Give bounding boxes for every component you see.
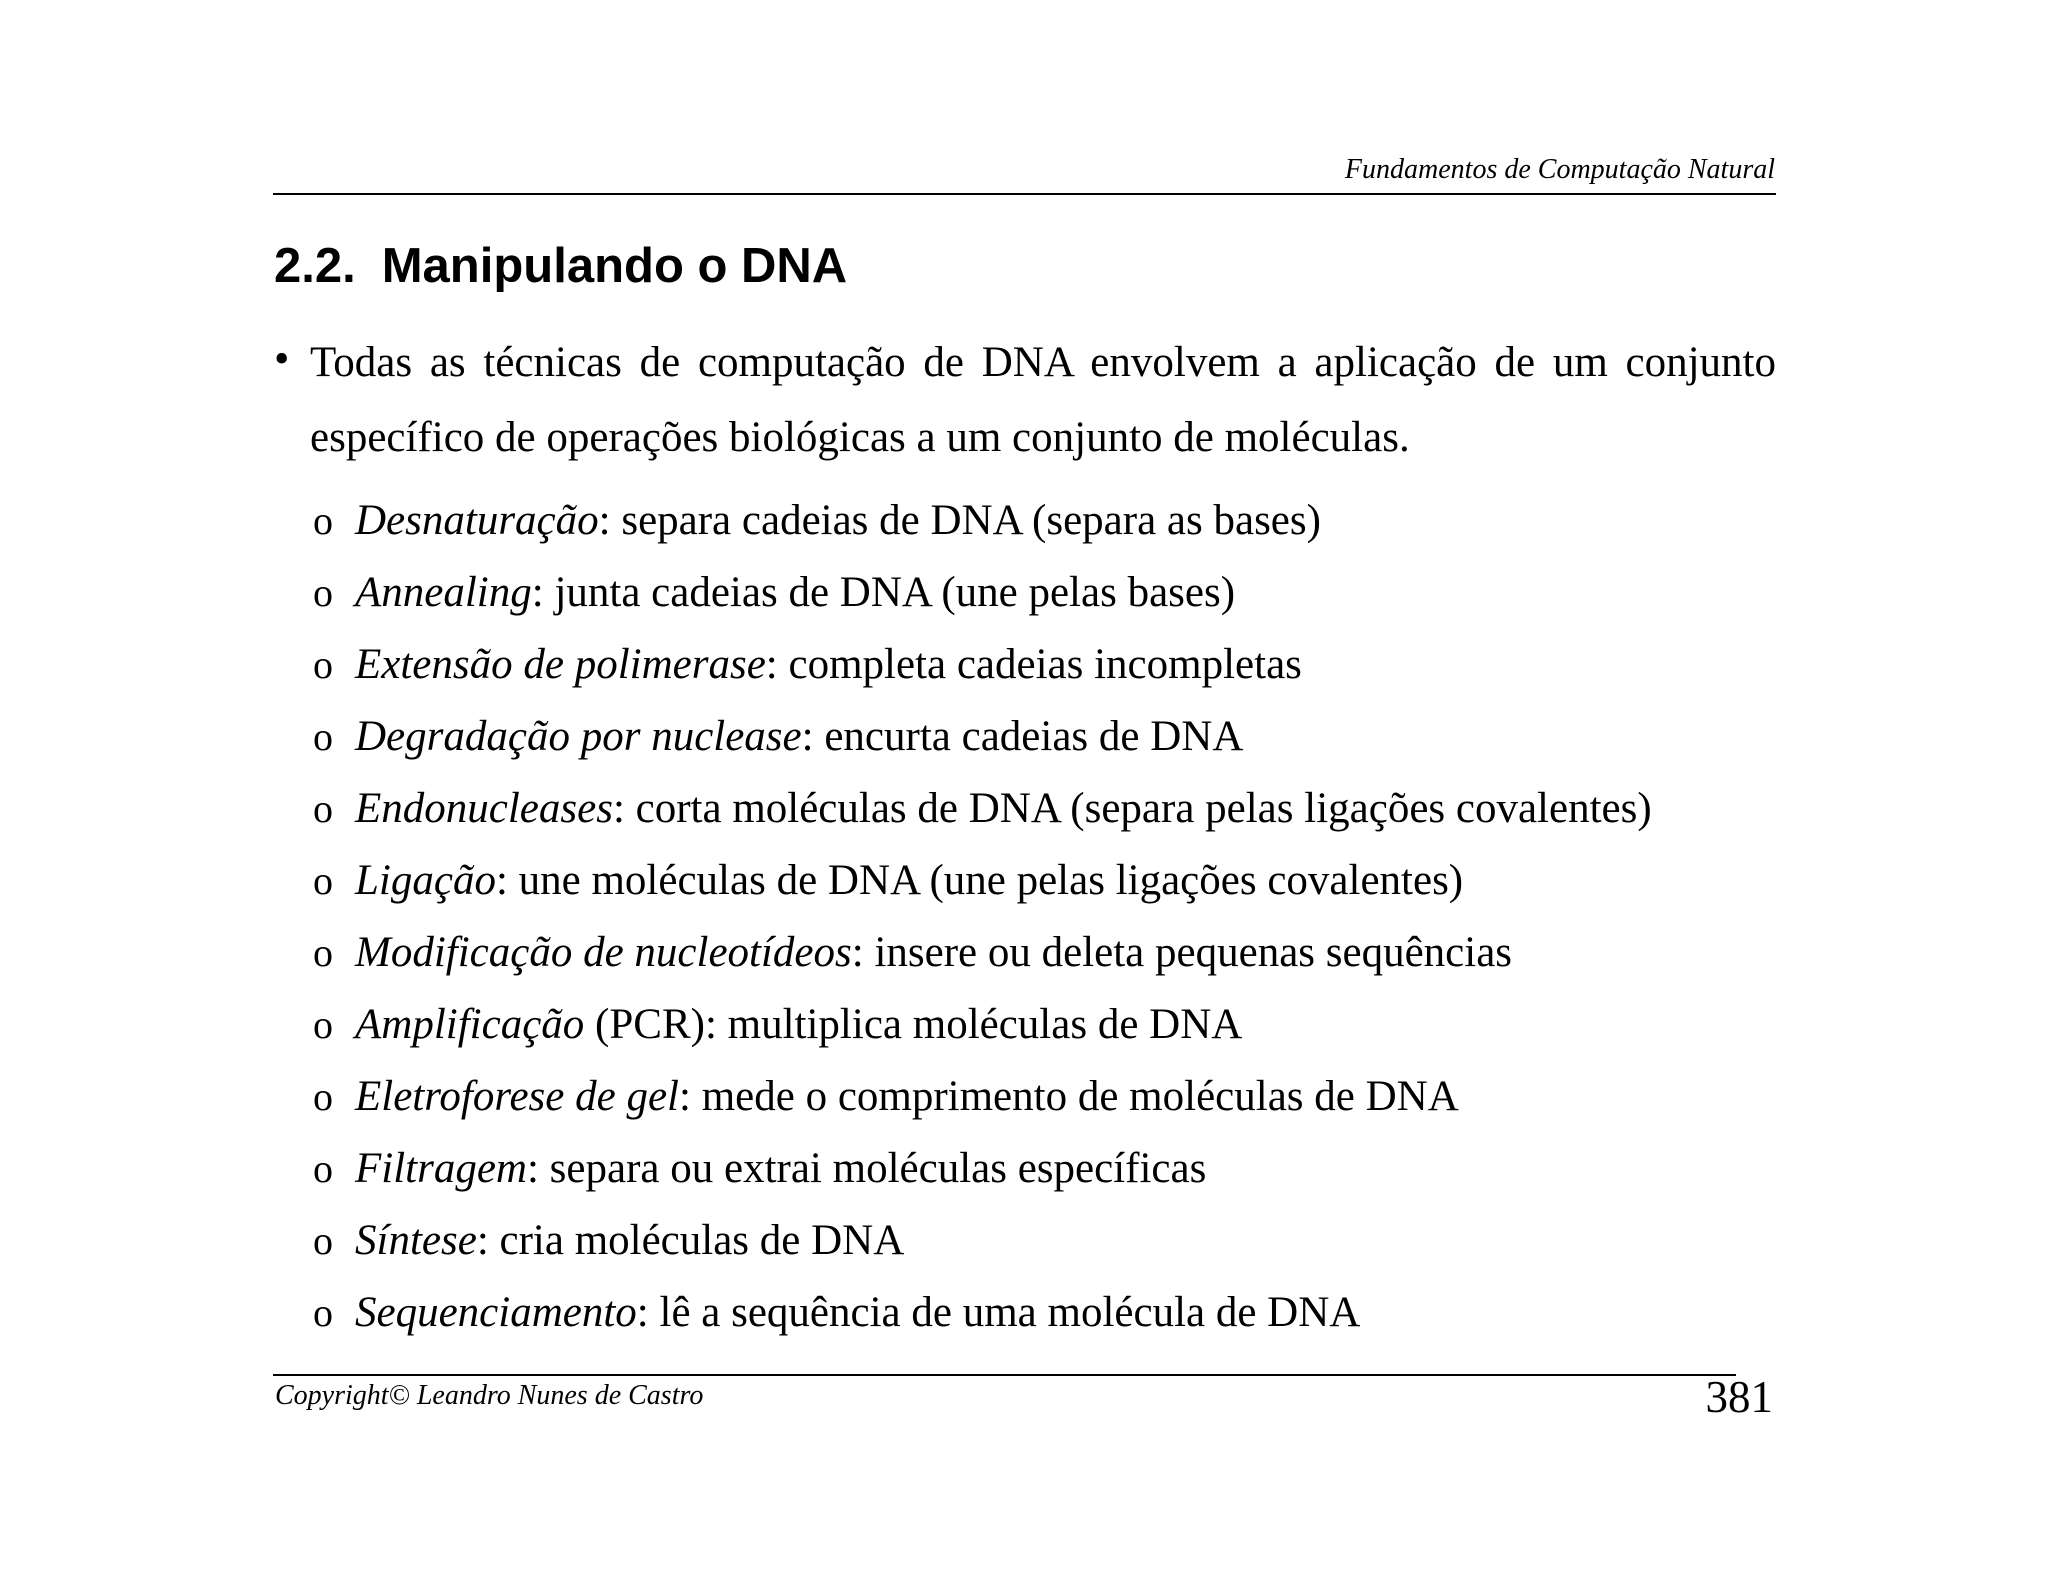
- list-marker: o: [313, 858, 333, 903]
- header-rule: [273, 193, 1776, 195]
- running-header: Fundamentos de Computação Natural: [1344, 154, 1775, 185]
- list-marker: o: [313, 498, 333, 543]
- bullet-text: Todas as técnicas de computação de DNA envolvem a aplicação de um conjunto específico de operações biológicas a um conjunto de moléculas.: [310, 339, 1776, 461]
- list-item: [313, 701, 1652, 773]
- copyright-notice: Copyright© Leandro Nunes de Castro: [275, 1380, 704, 1411]
- operation-term: Ligação: [355, 857, 496, 904]
- operation-description: : mede o comprimento de moléculas de DNA: [679, 1073, 1459, 1120]
- list-marker: o: [313, 642, 333, 687]
- section-heading: [274, 238, 847, 294]
- list-marker: o: [313, 786, 333, 831]
- page-number: 381: [1705, 1372, 1773, 1422]
- list-marker: o: [313, 1074, 333, 1119]
- operation-term: Sequenciamento: [355, 1289, 637, 1336]
- operation-term: Endonucleases: [355, 785, 613, 832]
- list-item: [313, 1133, 1652, 1205]
- operation-term: Degradação por nuclease: [355, 713, 802, 760]
- footer-rule: [273, 1374, 1736, 1376]
- operation-term: Filtragem: [355, 1145, 527, 1192]
- operation-term: Modificação de nucleotídeos: [355, 929, 852, 976]
- list-item: [313, 557, 1652, 629]
- operations-list: [313, 485, 1652, 1349]
- operation-description: : une moléculas de DNA (une pelas ligações covalentes): [495, 857, 1464, 904]
- section-title: Manipulando o DNA: [381, 239, 848, 293]
- operation-term: Extensão de polimerase: [355, 641, 766, 688]
- list-item: [313, 1061, 1652, 1133]
- list-item: [313, 1205, 1652, 1277]
- section-number: 2.2.: [274, 239, 356, 293]
- operation-description: : insere ou deleta pequenas sequências: [851, 929, 1513, 976]
- operation-term: Síntese: [355, 1217, 477, 1264]
- operation-description: : completa cadeias incompletas: [765, 641, 1302, 688]
- list-item: [313, 917, 1652, 989]
- list-marker: o: [313, 930, 333, 975]
- list-item: [313, 629, 1652, 701]
- list-marker: o: [313, 1218, 333, 1263]
- list-item: [313, 845, 1652, 917]
- bullet-marker: •: [274, 334, 290, 383]
- list-item: [313, 485, 1652, 557]
- operation-term: Eletroforese de gel: [355, 1073, 679, 1120]
- operation-description: : junta cadeias de DNA (une pelas bases): [531, 569, 1236, 616]
- operation-description: : cria moléculas de DNA: [476, 1217, 905, 1264]
- list-item: [313, 1277, 1652, 1349]
- operation-term: Desnaturação: [355, 497, 599, 544]
- operation-description: : corta moléculas de DNA (separa pelas ligações covalentes): [612, 785, 1652, 832]
- operation-term: Annealing: [355, 569, 532, 616]
- list-marker: o: [313, 1146, 333, 1191]
- operation-description: (PCR): multiplica moléculas de DNA: [584, 1001, 1243, 1048]
- list-item: [313, 773, 1652, 845]
- list-marker: o: [313, 1290, 333, 1335]
- list-marker: o: [313, 1002, 333, 1047]
- operation-description: : separa cadeias de DNA (separa as bases): [598, 497, 1321, 544]
- operation-description: : separa ou extrai moléculas específicas: [526, 1145, 1207, 1192]
- operation-description: : encurta cadeias de DNA: [801, 713, 1244, 760]
- operation-term: Amplificação: [355, 1001, 585, 1048]
- list-item: [313, 989, 1652, 1061]
- list-marker: o: [313, 714, 333, 759]
- list-marker: o: [313, 570, 333, 615]
- operation-description: : lê a sequência de uma molécula de DNA: [636, 1289, 1361, 1336]
